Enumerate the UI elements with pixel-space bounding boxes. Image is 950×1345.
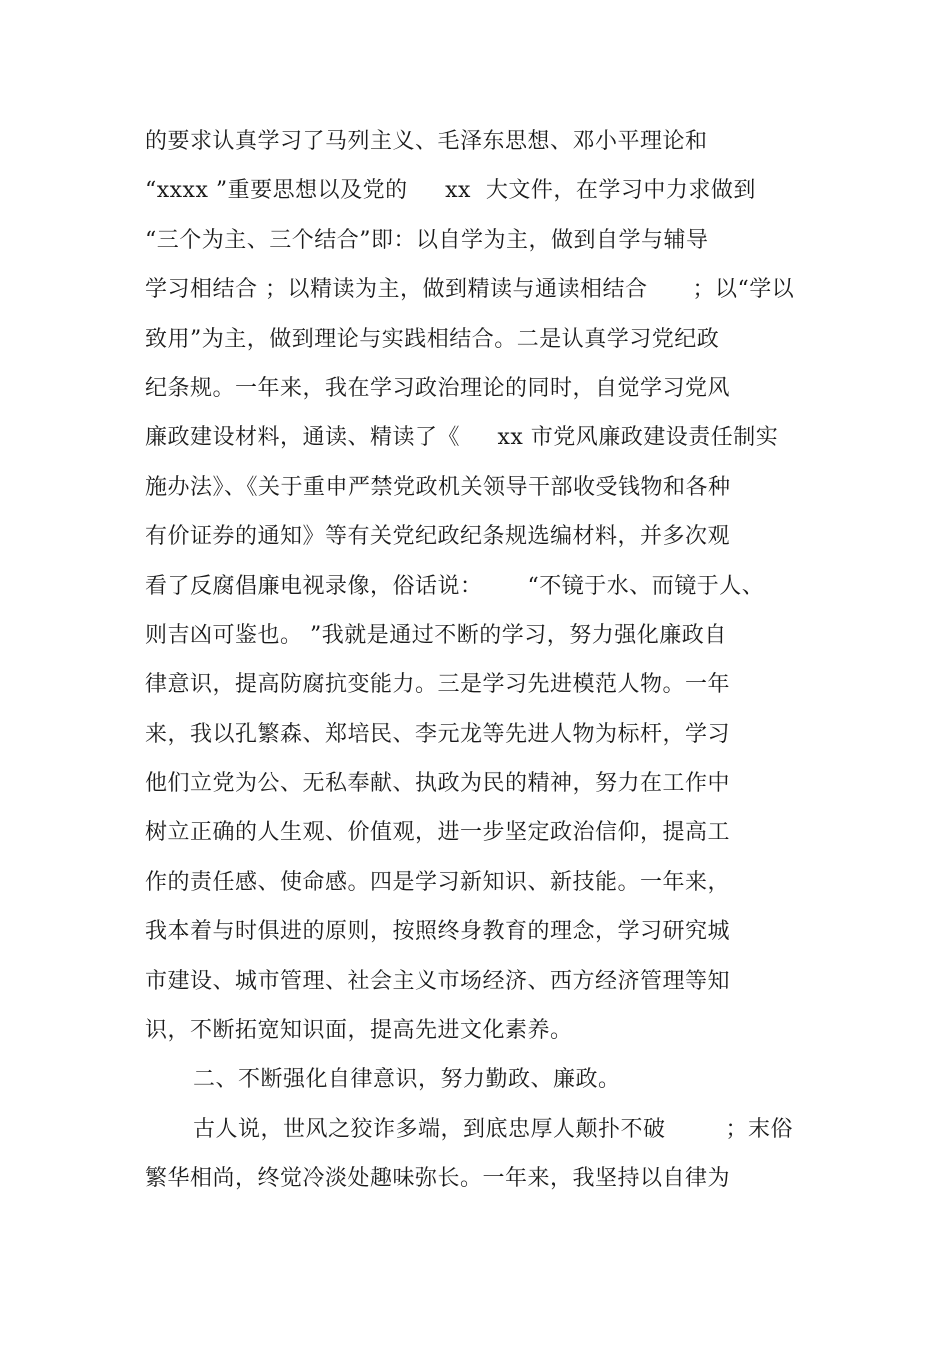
text-line: 古人说，世风之狡诈多端，到底忠厚人颠扑不破 ；末俗 <box>193 1116 793 1142</box>
text-line: 的要求认真学习了马列主义、毛泽东思想、邓小平理论和 <box>145 129 708 154</box>
text-line: 施办法》、《关于重申严禁党政机关领导干部收受钱物和各种 <box>145 474 731 500</box>
text-line: 识，不断拓宽知识面，提高先进文化素养。 <box>145 1018 573 1044</box>
text-line: 他们立党为公、无私奉献、执政为民的精神，努力在工作中 <box>145 771 731 797</box>
text-line: 致用”为主，做到理论与实践相结合。二是认真学习党纪政 <box>145 326 720 352</box>
text-line: 繁华相尚，终觉冷淡处趣味弥长。一年来，我坚持以自律为 <box>145 1166 731 1192</box>
text-line: 律意识，提高防腐抗变能力。三是学习先进模范人物。一年 <box>145 672 731 698</box>
text-line: 树立正确的人生观、价值观，进一步坚定政治信仰，提高工 <box>145 820 731 846</box>
text-line: 有价证券的通知》等有关党纪政纪条规选编材料，并多次观 <box>145 524 731 550</box>
text-line: 来，我以孔繁森、郑培民、李元龙等先进人物为标杆，学习 <box>145 721 731 747</box>
text-line: 市建设、城市管理、社会主义市场经济、西方经济管理等知 <box>145 968 731 994</box>
text-line: 二、不断强化自律意识，努力勤政、廉政。 <box>193 1067 621 1093</box>
text-line: 作的责任感、使命感。四是学习新知识、新技能。一年来， <box>145 869 731 895</box>
text-line: 看了反腐倡廉电视录像，俗话说： “不镜于水、而镜于人、 <box>145 573 765 599</box>
document-body <box>145 122 845 1209</box>
text-line: 廉政建设材料，通读、精读了《 xx 市党风廉政建设责任制实 <box>145 425 779 451</box>
text-line: 纪条规。一年来，我在学习政治理论的同时，自觉学习党风 <box>145 375 731 401</box>
text-line: 我本着与时俱进的原则，按照终身教育的理念，学习研究城 <box>145 919 731 945</box>
text-line: “三个为主、三个结合”即：以自学为主，做到自学与辅导 <box>145 227 709 253</box>
text-line: “xxxx ”重要思想以及党的 xx 大文件，在学习中力求做到 <box>145 178 756 204</box>
text-line: 则吉凶可鉴也。 ”我就是通过不断的学习，努力强化廉政自 <box>145 622 727 648</box>
text-line: 学习相结合 ；以精读为主，做到精读与通读相结合 ；以“学以 <box>145 277 795 303</box>
